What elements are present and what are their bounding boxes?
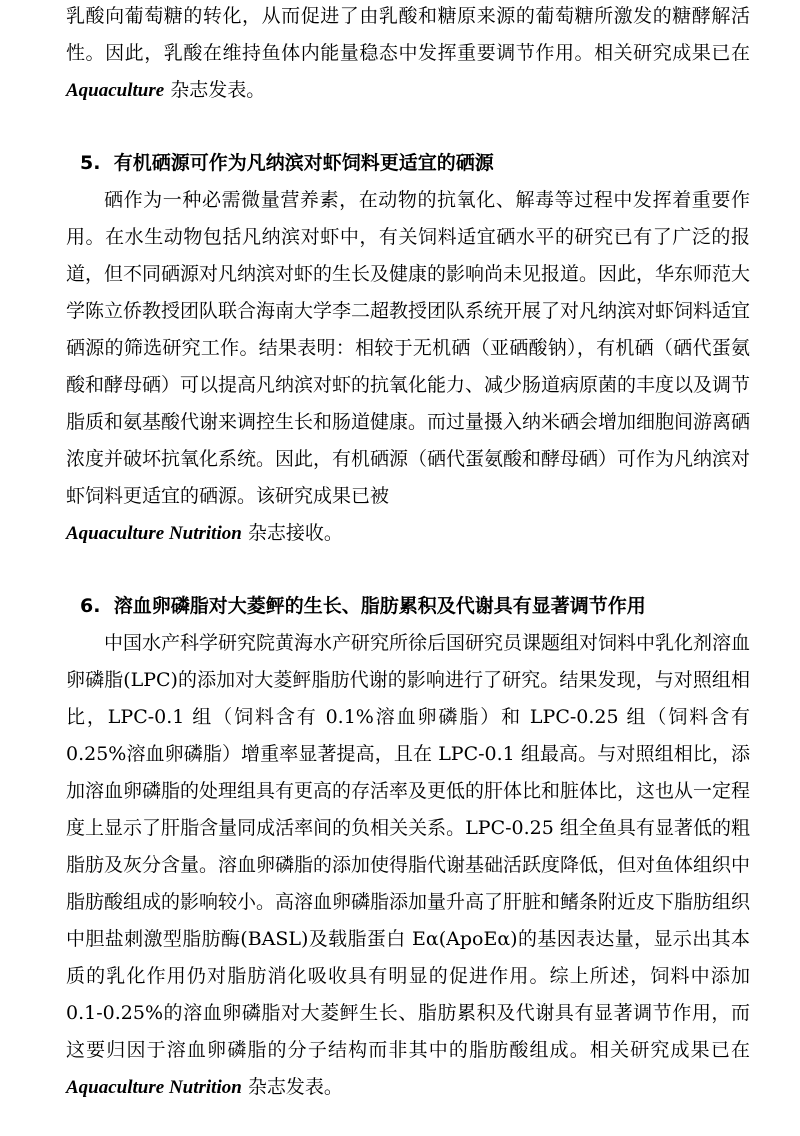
section-body-text: 硒作为一种必需微量营养素，在动物的抗氧化、解毒等过程中发挥着重要作用。在水生动物包括凡纳滨对虾中，有关饲料适宜硒水平的研究已有了广泛的报道，但不同硒源对凡纳滨对虾的生长及健康的影响尚未见报道。因此，华东师范大学陈立侨教授团队联合海南大学李二超教授团队系统开展了对凡纳滨对虾饲料适宜硒源的筛选研究工作。结果表明：相较于无机硒（亚硒酸钠），有机硒（硒代蛋氨酸和酵母硒）可以提高凡纳滨对虾的抗氧化能力、减少肠道病原菌的丰度以及调节脂质和氨基酸代谢来调控生长和肠道健康。而过量摄入纳米硒会增加细胞间游离硒浓度并破坏抗氧化系统。因此，有机硒源（硒代蛋氨酸和酵母硒）可作为凡纳滨对虾饲料更适宜的硒源。该研究成果已被 [66,189,751,507]
section-title: 溶血卵磷脂对大菱鲆的生长、脂肪累积及代谢具有显著调节作用 [113,595,646,617]
section-body [66,182,750,552]
section-title: 有机硒源可作为凡纳滨对虾饲料更适宜的硒源 [113,152,494,174]
section-number: 5. [80,152,101,174]
section-gap [66,109,750,145]
section-body [66,625,750,1106]
intro-end-suffix: 杂志发表。 [164,79,266,101]
section-6 [66,588,750,1106]
section-heading [66,588,750,625]
section-continuation [66,0,750,109]
section-5 [66,145,750,552]
journal-name: Aquaculture [66,80,165,101]
section-heading [66,145,750,182]
section-end-suffix: 杂志接收。 [241,522,343,544]
intro-end-prefix: 已在 [711,42,750,64]
intro-paragraph [66,0,750,109]
section-end-suffix: 杂志发表。 [241,1076,343,1098]
section-body-text: 中国水产科学研究院黄海水产研究所徐后国研究员课题组对饲料中乳化剂溶血卵磷脂(LPC)的添加对大菱鲆脂肪代谢的影响进行了研究。结果发现，与对照组相比，LPC-0.1 组（饲料含有 0.1%溶血卵磷脂）和 LPC-0.25 组（饲料含有 0.25%溶血卵磷脂）增重率显著提高，且在 LPC-0.1 组最高。与对照组相比，添加溶血卵磷脂的处理组具有更高的存活率及更低的肝体比和脏体比，这也从一定程度上显示了肝脂含量同成活率间的负相关关系。LPC-0.25 组全鱼具有显著低的粗脂肪及灰分含量。溶血卵磷脂的添加使得脂代谢基础活跃度降低，但对鱼体组织中脂肪酸组成的影响较小。高溶血卵磷脂添加量升高了肝脏和鳍条附近皮下脂肪组织中胆盐刺激型脂肪酶(BASL)及载脂蛋白 Eα(ApoEα)的基因表达量，显示出其本质的乳化作用仍对脂肪消化吸收具有明显的促进作用。综上所述，饲料中添加 0.1-0.25%的溶血卵磷脂对大菱鲆生长、脂肪累积及代谢具有显著调节作用，而这要归因于溶血卵磷脂的分子结构而非其中的脂肪酸组成。相关研究成果已在 [66,632,751,1061]
journal-name: Aquaculture Nutrition [66,523,242,544]
intro-line-1: 乳酸向葡萄糖的转化，从而促进了由乳酸和糖原来源的葡萄糖所激发的糖酵解 [66,5,731,27]
journal-name: Aquaculture Nutrition [66,1077,242,1098]
intro-line-2: 活性。因此，乳酸在维持鱼体内能量稳态中发挥重要调节作用。相关研究成果 [66,5,750,64]
section-number: 6. [80,595,101,617]
section-gap [66,552,750,588]
